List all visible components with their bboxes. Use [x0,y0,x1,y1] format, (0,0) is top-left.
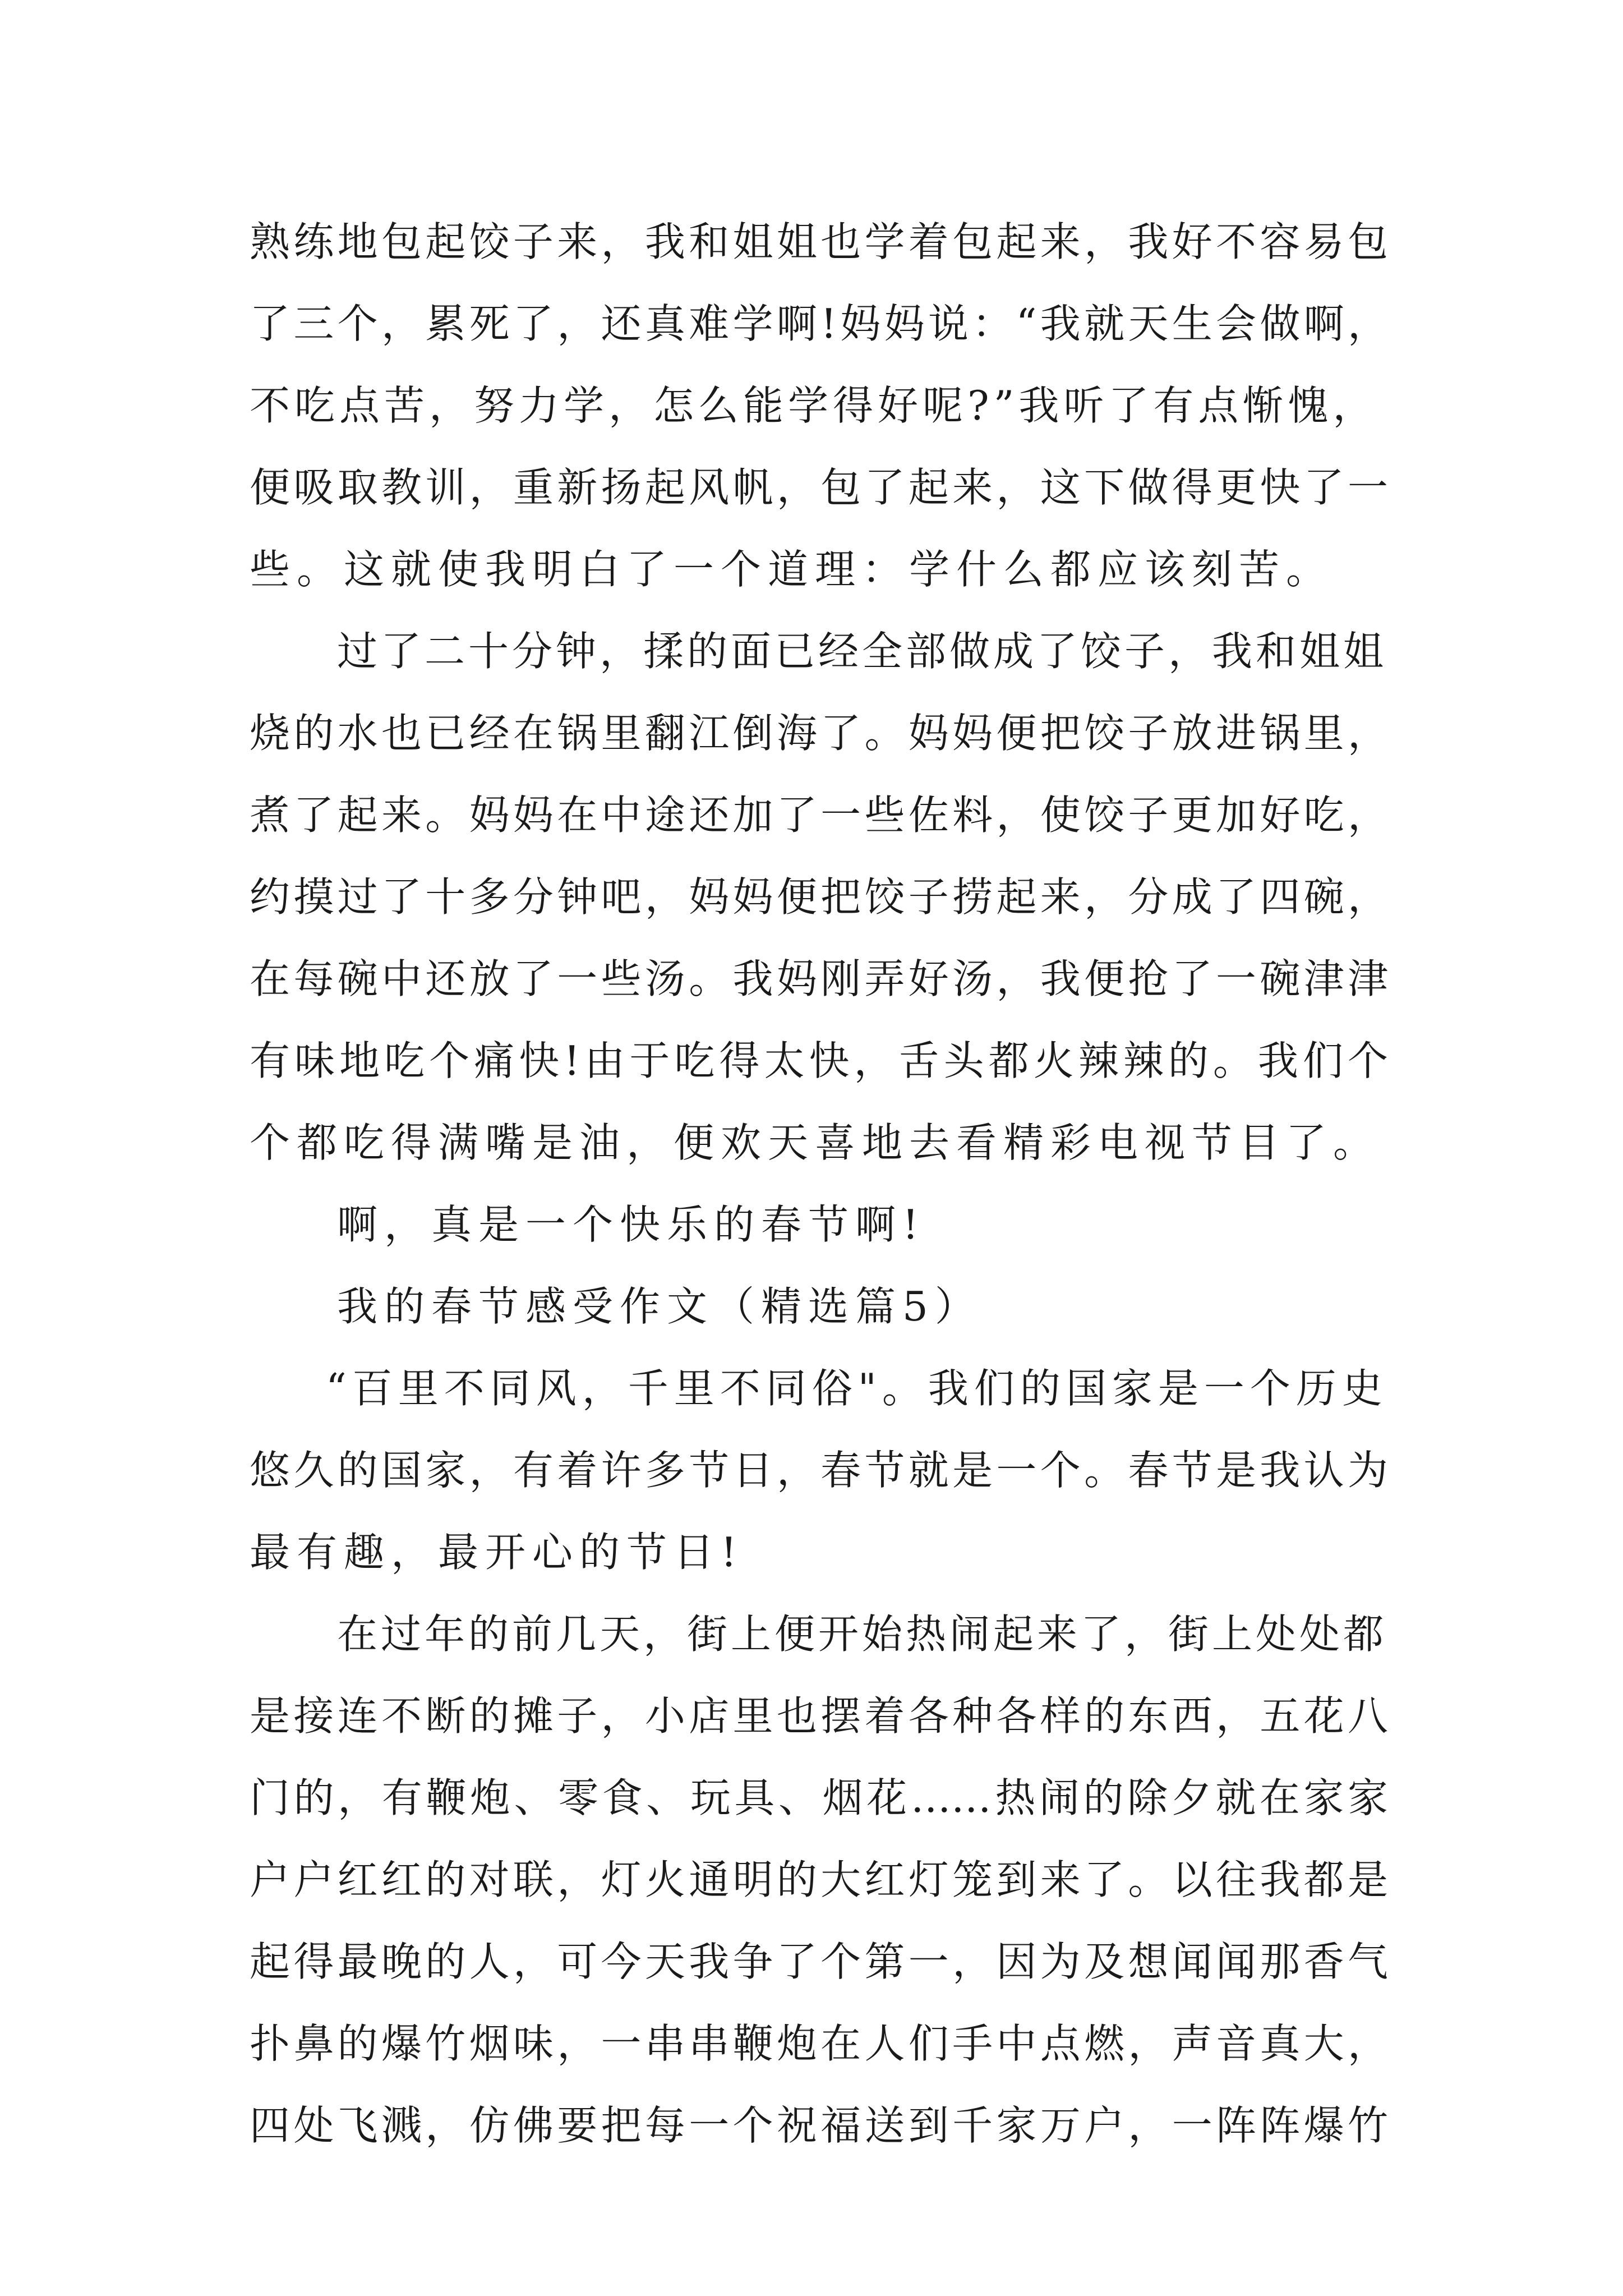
paragraph-first-line: “百里不同风，千里不同俗"。我们的国家是一个历史 [326,1365,1388,1412]
text-line: 有味地吃个痛快!由于吃得太快，舌头都火辣辣的。我们个 [250,1037,1388,1084]
text-line: 便吸取教训，重新扬起风帆，包了起来，这下做得更快了一 [250,464,1388,511]
text-line: 四处飞溅，仿佛要把每一个祝福送到千家万户，一阵阵爆竹 [250,2102,1388,2149]
text-line: 些。这就使我明白了一个道理：学什么都应该刻苦。 [250,546,1334,593]
text-line: 熟练地包起饺子来，我和姐姐也学着包起来，我好不容易包 [250,218,1388,265]
text-line: 了三个，累死了，还真难学啊!妈妈说：“我就天生会做啊， [250,300,1388,347]
essay-body [250,201,1388,2166]
paragraph-first-line: 过了二十分钟，揉的面已经全部做成了饺子，我和姐姐 [337,628,1387,675]
text-line: 起得最晚的人，可今天我争了个第一，因为及想闻闻那香气 [250,1938,1388,1985]
text-line: 扑鼻的爆竹烟味，一串串鞭炮在人们手中点燃，声音真大， [250,2020,1388,2067]
text-line: 在每碗中还放了一些汤。我妈刚弄好汤，我便抢了一碗津津 [250,955,1388,1002]
text-line: 门的，有鞭炮、零食、玩具、烟花……热闹的除夕就在家家 [250,1774,1388,1821]
text-line: 个都吃得满嘴是油，便欢天喜地去看精彩电视节目了。 [250,1119,1381,1166]
paragraph-first-line: 在过年的前几天，街上便开始热闹起来了，街上处处都 [337,1611,1387,1658]
section-heading: 我的春节感受作文（精选篇5） [337,1283,982,1330]
text-line: 是接连不断的摊子，小店里也摆着各种各样的东西，五花八 [250,1692,1388,1740]
text-line: 户户红红的对联，灯火通明的大红灯笼到来了。以往我都是 [250,1856,1388,1903]
paragraph-first-line: 啊，真是一个快乐的春节啊! [337,1201,925,1248]
text-line: 烧的水也已经在锅里翻江倒海了。妈妈便把饺子放进锅里， [250,710,1388,757]
text-line: 约摸过了十多分钟吧，妈妈便把饺子捞起来，分成了四碗， [250,873,1388,921]
text-line: 煮了起来。妈妈在中途还加了一些佐料，使饺子更加好吃， [250,792,1388,839]
text-line: 最有趣，最开心的节日! [250,1529,744,1576]
text-line: 不吃点苦，努力学，怎么能学得好呢?”我听了有点惭愧， [250,382,1378,429]
text-line: 悠久的国家，有着许多节日，春节就是一个。春节是我认为 [250,1447,1388,1494]
